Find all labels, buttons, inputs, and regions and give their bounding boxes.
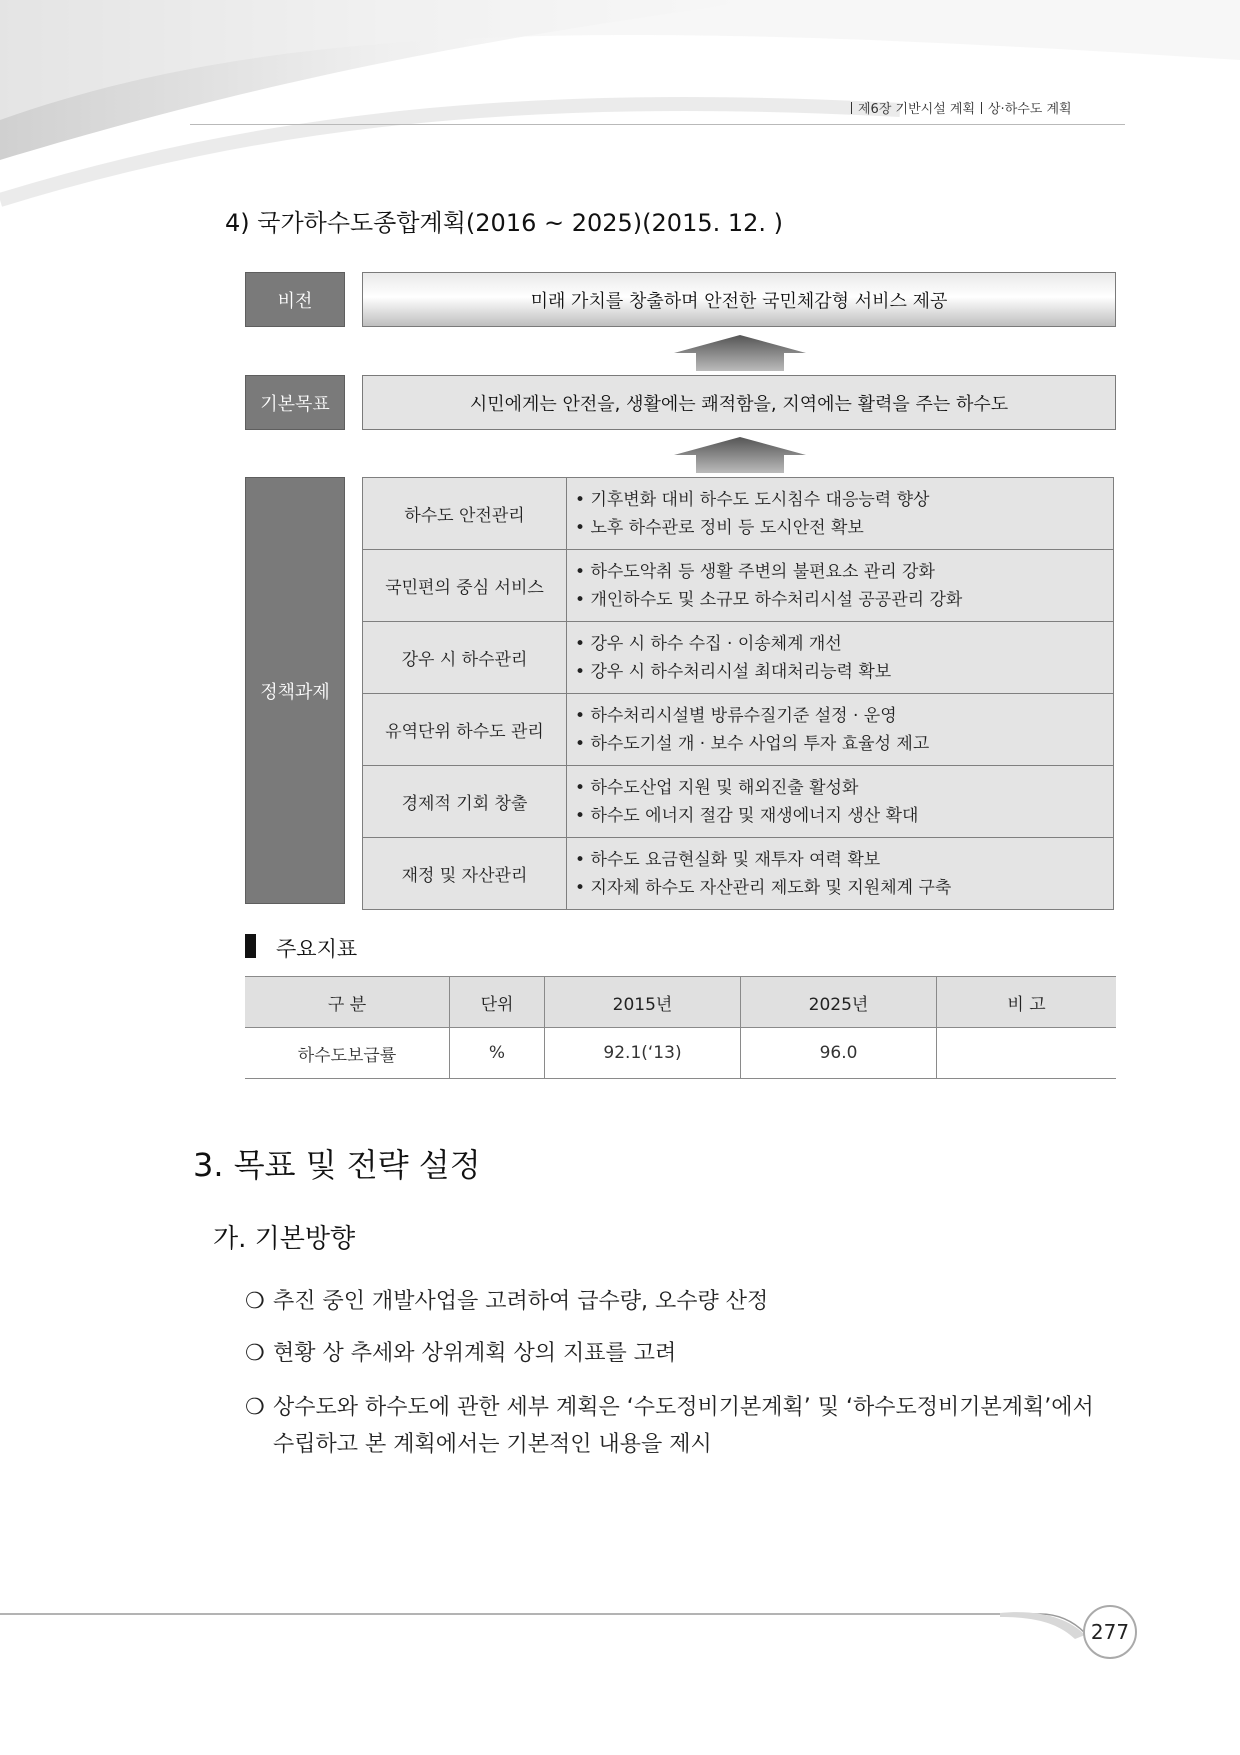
policy-item: • 지자체 하수도 자산관리 제도화 및 지원체계 구축 bbox=[575, 874, 1113, 902]
header-chapter: 제6장 기반시설 계획 bbox=[858, 102, 975, 117]
bullet-marker: ❍ bbox=[245, 1395, 265, 1420]
policy-row bbox=[363, 478, 1114, 550]
policy-item: • 하수도산업 지원 및 해외진출 활성화 bbox=[575, 774, 1113, 802]
column-header: 단위 bbox=[450, 977, 545, 1028]
indicators-title: 주요지표 bbox=[276, 937, 358, 961]
policy-row bbox=[363, 766, 1114, 838]
footer-rule bbox=[0, 1611, 1240, 1641]
running-header bbox=[845, 98, 1072, 117]
policy-item: • 강우 시 하수 수집 · 이송체계 개선 bbox=[575, 630, 1113, 658]
indicators-table bbox=[245, 976, 1116, 1079]
policy-row bbox=[363, 694, 1114, 766]
bullet-marker: ❍ bbox=[245, 1341, 265, 1366]
policy-item: • 하수도악취 등 생활 주변의 불편요소 관리 강화 bbox=[575, 558, 1113, 586]
policy-items bbox=[567, 694, 1114, 766]
policy-row bbox=[363, 838, 1114, 910]
policy-item: • 기후변화 대비 하수도 도시침수 대응능력 향상 bbox=[575, 486, 1113, 514]
table-cell bbox=[937, 1028, 1117, 1079]
up-arrow-icon bbox=[674, 435, 806, 475]
page-number: 277 bbox=[1083, 1605, 1137, 1659]
table-cell: 96.0 bbox=[741, 1028, 937, 1079]
column-header: 구 분 bbox=[245, 977, 450, 1028]
policy-items bbox=[567, 622, 1114, 694]
header-separator bbox=[981, 102, 982, 114]
policy-items bbox=[567, 550, 1114, 622]
header-separator bbox=[851, 102, 852, 114]
heading-goals-strategy: 3. 목표 및 전략 설정 bbox=[193, 1146, 481, 1184]
header-section: 상·하수도 계획 bbox=[988, 102, 1072, 117]
policy-row bbox=[363, 550, 1114, 622]
column-header: 비 고 bbox=[937, 977, 1117, 1028]
policy-topic: 재정 및 자산관리 bbox=[363, 838, 567, 910]
goal-text: 시민에게는 안전을, 생활에는 쾌적함을, 지역에는 활력을 주는 하수도 bbox=[362, 375, 1116, 430]
goal-label: 기본목표 bbox=[245, 375, 345, 430]
subhead-marker bbox=[245, 934, 256, 958]
policy-item: • 강우 시 하수처리시설 최대처리능력 확보 bbox=[575, 658, 1113, 686]
bullet-text: 현황 상 추세와 상위계획 상의 지표를 고려 bbox=[273, 1341, 677, 1366]
vision-label: 비전 bbox=[245, 272, 345, 327]
bullet-text: 상수도와 하수도에 관한 세부 계획은 ‘수도정비기본계획’ 및 ‘하수도정비기본계획’에서 bbox=[273, 1395, 1094, 1420]
bullet-continuation: 수립하고 본 계획에서는 기본적인 내용을 제시 bbox=[273, 1432, 712, 1457]
table-cell: 92.1(‘13) bbox=[545, 1028, 741, 1079]
policy-item: • 하수처리시설별 방류수질기준 설정 · 운영 bbox=[575, 702, 1113, 730]
policy-item: • 하수도기설 개 · 보수 사업의 투자 효율성 제고 bbox=[575, 730, 1113, 758]
bullet-paragraph bbox=[245, 1284, 768, 1315]
header-rule bbox=[190, 124, 1125, 125]
heading-basic-direction: 가. 기본방향 bbox=[213, 1224, 356, 1254]
table-header-row bbox=[245, 977, 1116, 1028]
table-cell: 하수도보급률 bbox=[245, 1028, 450, 1079]
vision-text: 미래 가치를 창출하며 안전한 국민체감형 서비스 제공 bbox=[362, 272, 1116, 327]
up-arrow-icon bbox=[674, 333, 806, 373]
policy-items bbox=[567, 766, 1114, 838]
column-header: 2015년 bbox=[545, 977, 741, 1028]
policy-topic: 유역단위 하수도 관리 bbox=[363, 694, 567, 766]
policy-item: • 노후 하수관로 정비 등 도시안전 확보 bbox=[575, 514, 1113, 542]
bullet-text: 추진 중인 개발사업을 고려하여 급수량, 오수량 산정 bbox=[273, 1289, 769, 1314]
column-header: 2025년 bbox=[741, 977, 937, 1028]
bullet-paragraph bbox=[245, 1336, 676, 1367]
policy-topic: 경제적 기회 창출 bbox=[363, 766, 567, 838]
table-row bbox=[245, 1028, 1116, 1079]
policy-table bbox=[362, 477, 1114, 910]
policy-topic: 국민편의 중심 서비스 bbox=[363, 550, 567, 622]
policy-row bbox=[363, 622, 1114, 694]
table-cell: % bbox=[450, 1028, 545, 1079]
policy-item: • 개인하수도 및 소규모 하수처리시설 공공관리 강화 bbox=[575, 586, 1113, 614]
policy-label: 정책과제 bbox=[245, 477, 345, 904]
policy-item: • 하수도 에너지 절감 및 재생에너지 생산 확대 bbox=[575, 802, 1113, 830]
policy-topic: 강우 시 하수관리 bbox=[363, 622, 567, 694]
policy-topic: 하수도 안전관리 bbox=[363, 478, 567, 550]
policy-item: • 하수도 요금현실화 및 재투자 여력 확보 bbox=[575, 846, 1113, 874]
policy-items bbox=[567, 838, 1114, 910]
policy-items bbox=[567, 478, 1114, 550]
bullet-paragraph bbox=[245, 1390, 1094, 1421]
bullet-marker: ❍ bbox=[245, 1289, 265, 1314]
section-title: 4) 국가하수도종합계획(2016 ~ 2025)(2015. 12. ) bbox=[225, 209, 784, 237]
